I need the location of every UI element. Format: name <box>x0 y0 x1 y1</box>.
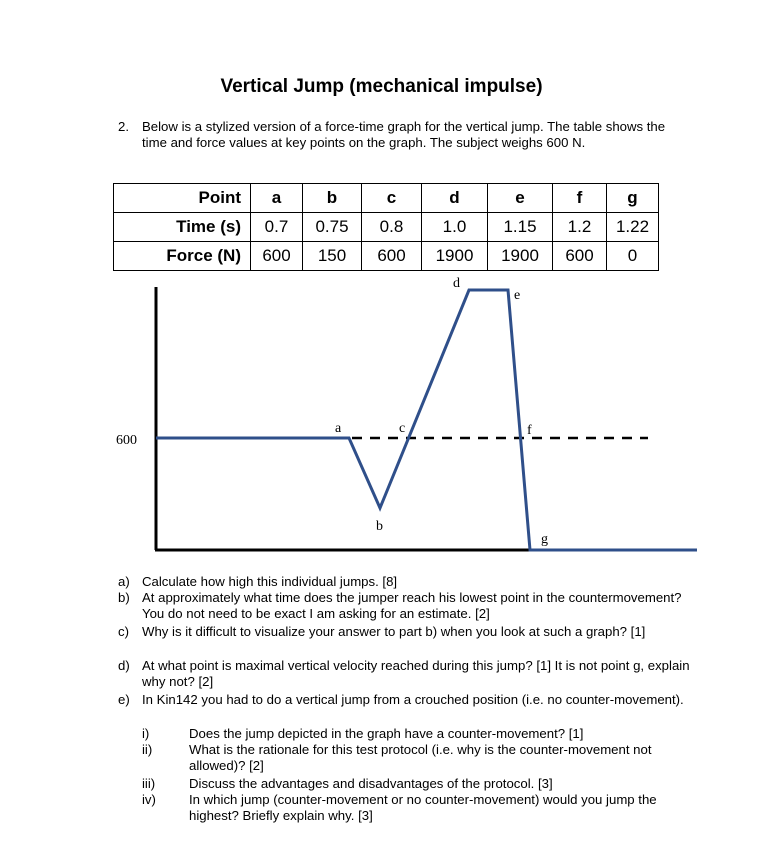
question-label: e) <box>118 692 130 707</box>
subquestion-text: What is the rationale for this test protocol (i.e. why is the counter-movement not allowed)? [2] <box>189 742 652 773</box>
point-label-c: c <box>399 421 406 436</box>
point-label-f: f <box>527 423 532 438</box>
force-cell: 0 <box>607 242 659 271</box>
time-cell: 1.2 <box>553 213 607 242</box>
force-curve <box>156 290 697 550</box>
y-tick-label: 600 <box>116 433 137 448</box>
subquestion-text: Discuss the advantages and disadvantages of the protocol. [3] <box>189 776 553 791</box>
time-cell: 0.75 <box>303 213 362 242</box>
question-text: Why is it difficult to visualize your answer to part b) when you look at such a graph? [1] <box>142 624 646 639</box>
force-cell: 600 <box>553 242 607 271</box>
point-cell: e <box>488 184 553 213</box>
question-number: 2. <box>118 119 129 134</box>
point-label-b: b <box>376 519 383 534</box>
question-label: b) <box>118 590 130 605</box>
subquestion-label: iv) <box>142 792 156 807</box>
force-cell: 150 <box>303 242 362 271</box>
point-label-e: e <box>514 288 521 303</box>
question-intro-text: Below is a stylized version of a force-time graph for the vertical jump. The table shows the time and force values at key points on the graph. The subject weighs 600 N. <box>142 119 666 150</box>
force-cell: 1900 <box>422 242 488 271</box>
question-text: At what point is maximal vertical velocity reached during this jump? [1] It is not point g, explain why not? [2] <box>142 658 690 689</box>
point-cell: b <box>303 184 362 213</box>
question-label: d) <box>118 658 130 673</box>
point-cell: c <box>362 184 422 213</box>
row-header-force: Force (N) <box>114 242 251 271</box>
time-cell: 0.7 <box>251 213 303 242</box>
force-cell: 600 <box>362 242 422 271</box>
point-cell: d <box>422 184 488 213</box>
point-cell: g <box>607 184 659 213</box>
question-text: In Kin142 you had to do a vertical jump from a crouched position (i.e. no counter-movement). <box>142 692 684 707</box>
question-text: Calculate how high this individual jumps. [8] <box>142 574 398 589</box>
time-cell: 1.22 <box>607 213 659 242</box>
question-label: a) <box>118 574 130 589</box>
time-cell: 1.0 <box>422 213 488 242</box>
point-label-g: g <box>541 532 548 547</box>
page-title: Vertical Jump (mechanical impulse) <box>220 76 543 97</box>
question-label: c) <box>118 624 129 639</box>
row-header-time: Time (s) <box>114 213 251 242</box>
point-label-d: d <box>453 276 460 291</box>
force-cell: 600 <box>251 242 303 271</box>
time-cell: 1.15 <box>488 213 553 242</box>
row-header-point: Point <box>114 184 251 213</box>
force-cell: 1900 <box>488 242 553 271</box>
subquestion-text: Does the jump depicted in the graph have a counter-movement? [1] <box>189 726 584 741</box>
point-cell: f <box>553 184 607 213</box>
subquestion-label: i) <box>142 726 150 741</box>
subquestion-text: In which jump (counter-movement or no counter-movement) would you jump the highest? Briefly explain why. [3] <box>189 792 657 823</box>
time-cell: 0.8 <box>362 213 422 242</box>
point-cell: a <box>251 184 303 213</box>
subquestion-label: ii) <box>142 742 153 757</box>
subquestion-label: iii) <box>142 776 156 791</box>
question-text: At approximately what time does the jumper reach his lowest point in the countermovement? You do not need to be exact I am asking for an estimate. [2] <box>142 590 682 621</box>
point-label-a: a <box>335 421 342 436</box>
